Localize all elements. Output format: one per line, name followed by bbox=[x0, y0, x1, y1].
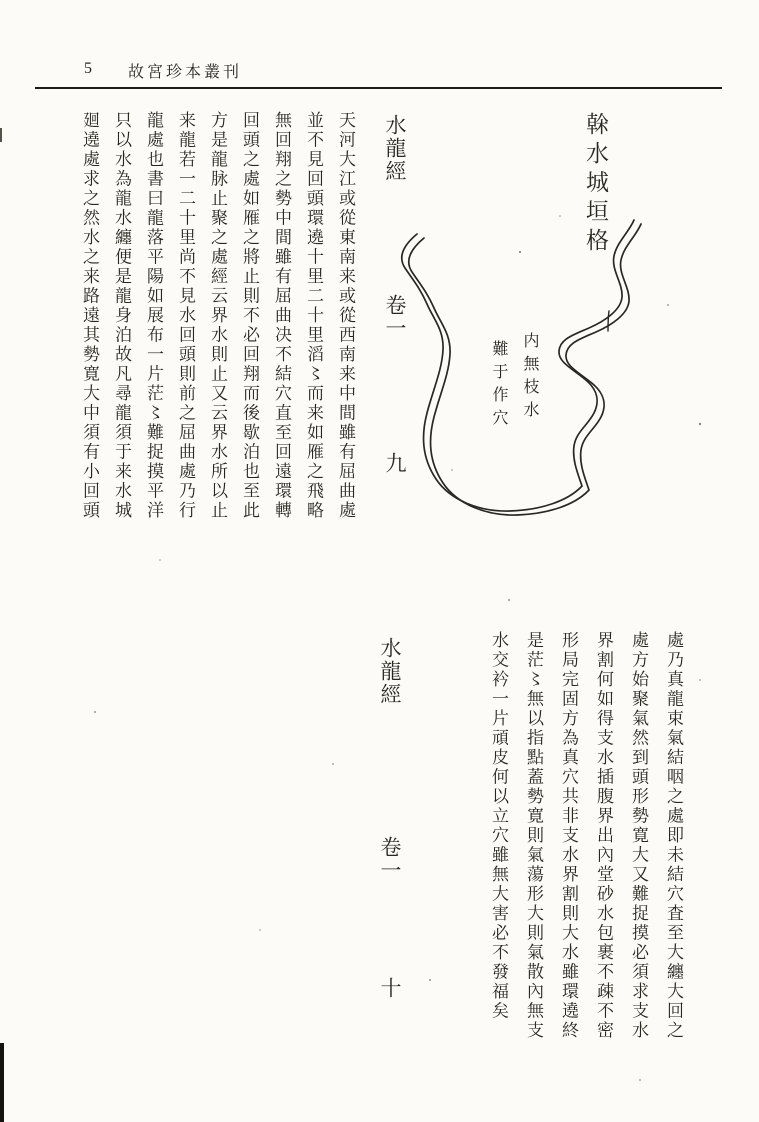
diagram-title: 榦水城垣格 bbox=[582, 112, 608, 257]
text-column: 形局完固方為真穴共非支水界割則大水雖環遶終 bbox=[558, 631, 578, 1041]
folio-number: 九 bbox=[383, 452, 407, 475]
upper-text-block bbox=[73, 111, 361, 531]
lower-text-block bbox=[480, 631, 690, 1043]
text-column: 處乃真龍束氣結咽之處即未結穴査至大纏大回之 bbox=[663, 631, 683, 1041]
book-title: 水龍經 bbox=[383, 114, 407, 183]
upper-margin-column bbox=[381, 114, 408, 475]
text-column: 天河大江或從東南来或從西南来中間雖有屈曲處 bbox=[335, 111, 355, 521]
book-title: 水龍經 bbox=[378, 637, 402, 706]
text-column: 来龍若一二十里尚不見水回頭則前之屈曲處乃行 bbox=[175, 111, 195, 521]
text-column: 廻遶處求之然水之来路遠其勢寛大中須有小回頭 bbox=[79, 111, 99, 521]
text-column: 無回翔之勢中間雖有屈曲决不結穴直至回遠環轉 bbox=[271, 111, 291, 521]
header-rule bbox=[35, 87, 722, 89]
text-column: 龍處也書曰龍落平陽如展布一片茫〻難捉摸平洋 bbox=[143, 111, 163, 521]
river-course-drawing bbox=[395, 200, 715, 530]
text-column: 處方始聚氣然到頭形勢寛大又難捉摸必須求支水 bbox=[628, 631, 648, 1041]
annotation-line: 内無枝水 bbox=[521, 332, 540, 424]
lower-margin-column bbox=[376, 637, 403, 1000]
scan-edge-mark bbox=[0, 128, 2, 142]
text-column: 界割何如得支水插腹界出內堂砂水包裹不疎不密 bbox=[593, 631, 613, 1041]
volume-label: 卷一 bbox=[378, 836, 402, 882]
series-title: 故宮珍本叢刊 bbox=[128, 62, 243, 81]
page-number: 5 bbox=[84, 60, 92, 77]
annotation-line: 難于作穴 bbox=[490, 340, 509, 432]
text-column: 水交衿一片頑皮何以立穴雖無大害必不發福矣 bbox=[488, 631, 508, 1021]
text-column: 方是龍脉止聚之處經云界水則止又云界水所以止 bbox=[207, 111, 227, 521]
folio-number: 十 bbox=[378, 977, 402, 1000]
scan-edge-mark bbox=[0, 1043, 4, 1122]
volume-label: 卷一 bbox=[383, 294, 407, 340]
text-column: 只以水為龍水纏便是龍身泊故凡尋龍須于来水城 bbox=[111, 111, 131, 521]
river-annotation bbox=[484, 332, 546, 457]
text-column: 回頭之處如雁之將止則不必回翔而後歇泊也至此 bbox=[239, 111, 259, 521]
text-column: 是茫〻無以指點蓋勢寛則氣蕩形大則氣散內無支 bbox=[523, 631, 543, 1041]
text-column: 並不見回頭環遶十里二十里滔〻而来如雁之飛略 bbox=[303, 111, 323, 521]
